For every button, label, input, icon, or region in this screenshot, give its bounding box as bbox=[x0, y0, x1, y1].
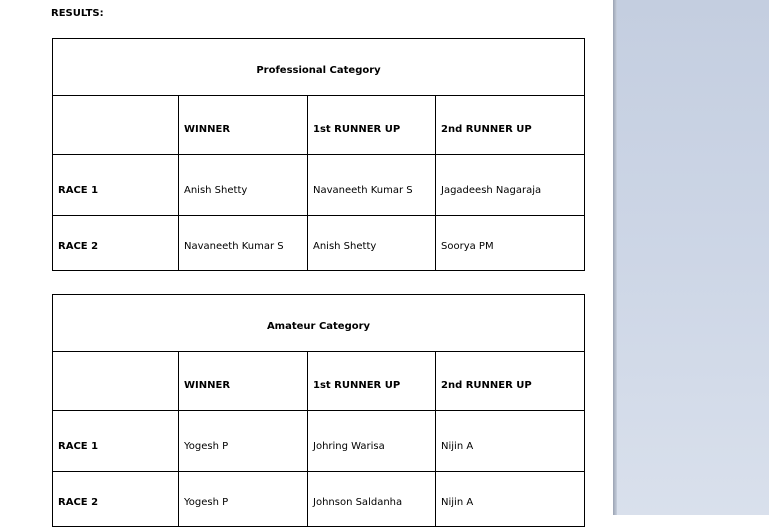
race-label: RACE 2 bbox=[53, 472, 179, 527]
winner-cell: Yogesh P bbox=[179, 472, 308, 527]
first-runner-up-cell: Johring Warisa bbox=[308, 411, 436, 472]
header-first-runner-up: 1st RUNNER UP bbox=[308, 96, 436, 155]
document-background-area[interactable] bbox=[617, 0, 769, 515]
table-title: Professional Category bbox=[53, 39, 585, 96]
header-empty-cell bbox=[53, 96, 179, 155]
header-first-runner-up: 1st RUNNER UP bbox=[308, 352, 436, 411]
table-header-row bbox=[53, 352, 585, 411]
first-runner-up-cell: Navaneeth Kumar S bbox=[308, 155, 436, 216]
table-row bbox=[53, 155, 585, 216]
race-label: RACE 1 bbox=[53, 155, 179, 216]
second-runner-up-cell: Nijin A bbox=[436, 472, 585, 527]
winner-cell: Yogesh P bbox=[179, 411, 308, 472]
table-row bbox=[53, 216, 585, 271]
professional-results-table bbox=[52, 38, 585, 271]
table-title-row bbox=[53, 295, 585, 352]
header-winner: WINNER bbox=[179, 96, 308, 155]
table-title: Amateur Category bbox=[53, 295, 585, 352]
race-label: RACE 2 bbox=[53, 216, 179, 271]
first-runner-up-cell: Anish Shetty bbox=[308, 216, 436, 271]
table-header-row bbox=[53, 96, 585, 155]
results-heading: RESULTS: bbox=[51, 8, 104, 19]
race-label: RACE 1 bbox=[53, 411, 179, 472]
second-runner-up-cell: Soorya PM bbox=[436, 216, 585, 271]
header-empty-cell bbox=[53, 352, 179, 411]
amateur-results-table bbox=[52, 294, 585, 527]
header-second-runner-up: 2nd RUNNER UP bbox=[436, 352, 585, 411]
header-winner: WINNER bbox=[179, 352, 308, 411]
winner-cell: Navaneeth Kumar S bbox=[179, 216, 308, 271]
second-runner-up-cell: Nijin A bbox=[436, 411, 585, 472]
header-second-runner-up: 2nd RUNNER UP bbox=[436, 96, 585, 155]
winner-cell: Anish Shetty bbox=[179, 155, 308, 216]
table-title-row bbox=[53, 39, 585, 96]
second-runner-up-cell: Jagadeesh Nagaraja bbox=[436, 155, 585, 216]
table-row bbox=[53, 411, 585, 472]
table-row bbox=[53, 472, 585, 527]
first-runner-up-cell: Johnson Saldanha bbox=[308, 472, 436, 527]
